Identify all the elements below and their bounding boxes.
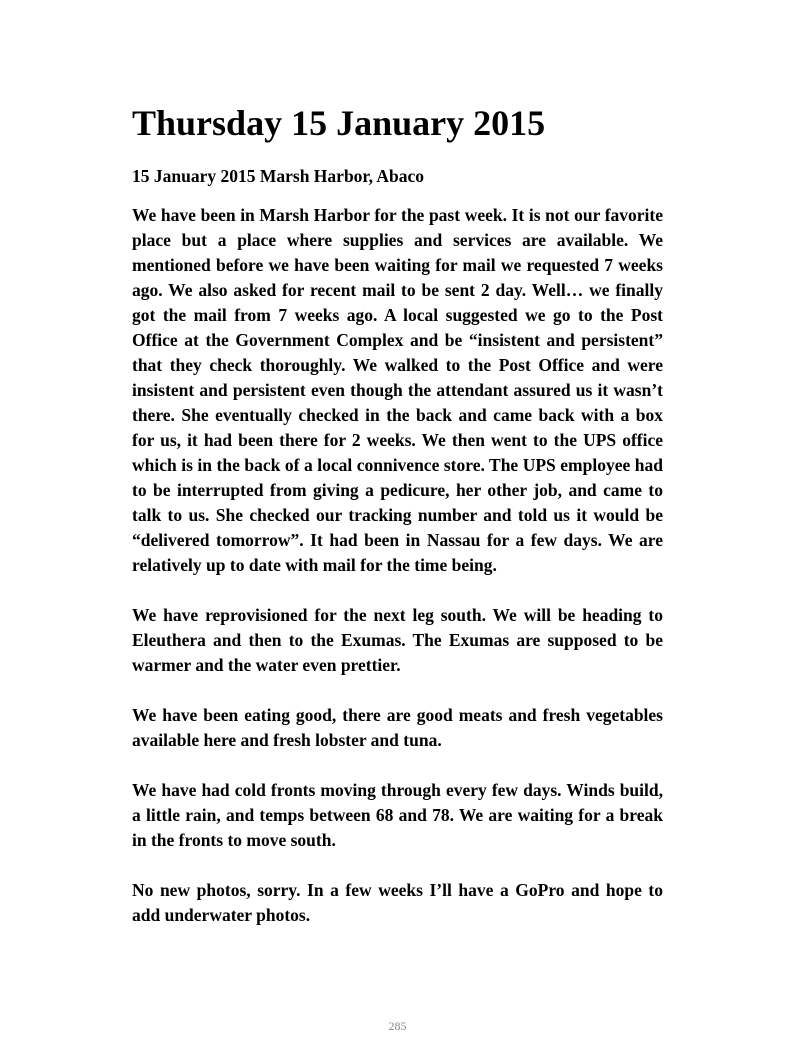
document-body xyxy=(132,203,663,953)
paragraph-eating: We have been eating good, there are good meats and fresh vegetables available here and fresh lobster and tuna. xyxy=(132,705,663,750)
page-title: Thursday 15 January 2015 xyxy=(132,103,546,143)
paragraph-photos: No new photos, sorry. In a few weeks I’ll have a GoPro and hope to add underwater photos. xyxy=(132,880,663,925)
paragraph-cold-fronts: We have had cold fronts moving through every few days. Winds build, a little rain, and temps between 68 and 78. We are waiting for a break in the fronts to move south. xyxy=(132,780,663,850)
paragraph-mail: We have been in Marsh Harbor for the past week. It is not our favorite place but a place where supplies and services are available. We mentioned before we have been waiting for mail we requested 7 weeks ago. We also asked for recent mail to be sent 2 day. Well… we finally got the mail from 7 weeks ago. A local suggested we go to the Post Office at the Government Complex and be “insistent and persistent” that they check thoroughly. We walked to the Post Office and were insistent and persistent even though the attendant assured us it wasn’t there. She eventually checked in the back and came back with a box for us, it had been there for 2 weeks. We then went to the UPS office which is in the back of a local connivence store. The UPS employee had to be interrupted from giving a pedicure, her other job, and came to talk to us. She checked our tracking number and told us it would be “delivered tomorrow”. It had been in Nassau for a few days. We are relatively up to date with mail for the time being. xyxy=(132,205,663,575)
dateline: 15 January 2015 Marsh Harbor, Abaco xyxy=(132,166,425,186)
page-number: 285 xyxy=(388,1019,407,1033)
paragraph-reprovisioned: We have reprovisioned for the next leg south. We will be heading to Eleuthera and then to the Exumas. The Exumas are supposed to be warmer and the water even prettier. xyxy=(132,605,663,675)
